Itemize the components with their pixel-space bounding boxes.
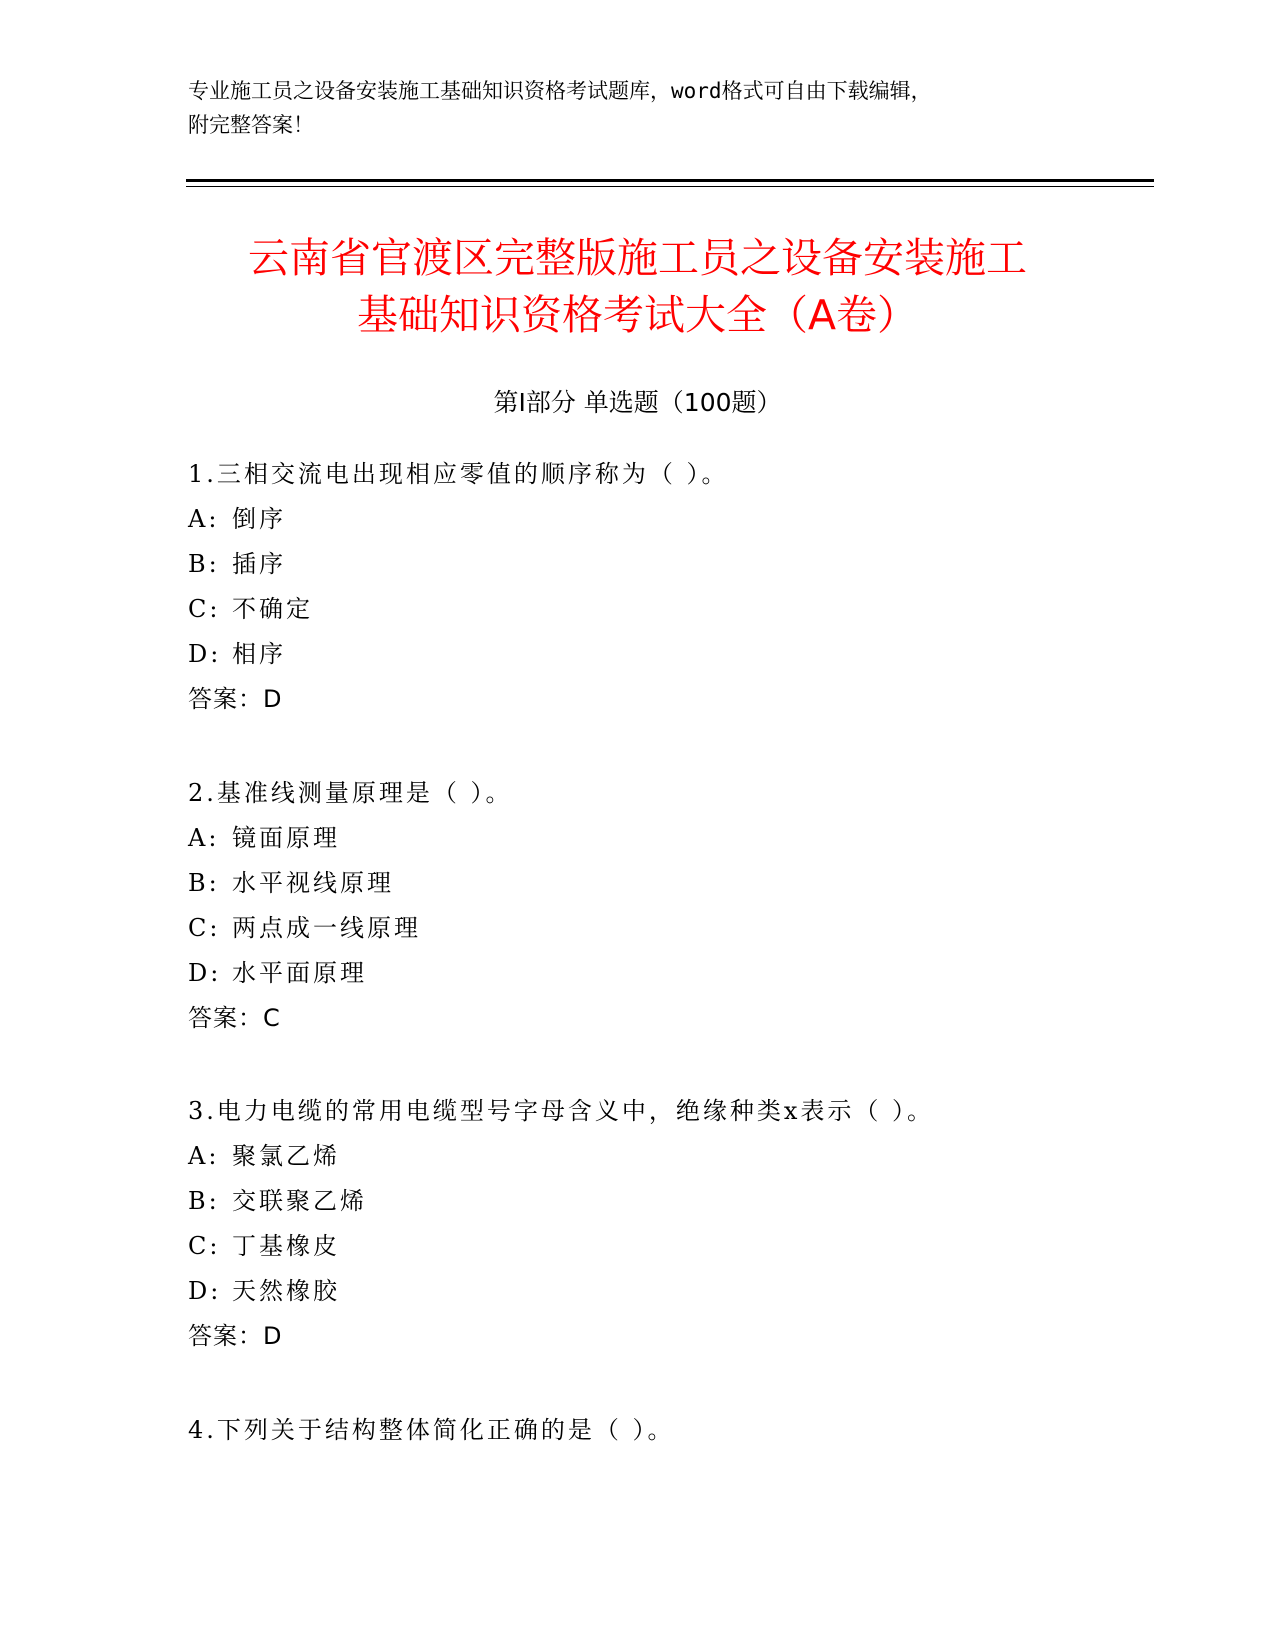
question-1 [188, 452, 729, 722]
option-text: 水平视线原理 [232, 869, 394, 897]
question-text: 4.下列关于结构整体简化正确的是（ ）。 [188, 1416, 675, 1444]
document-title-line-2: 基础知识资格考试大全（A卷） [356, 291, 919, 339]
question-text: 2.基准线测量原理是（ ）。 [188, 779, 513, 807]
option-text: 天然橡胶 [232, 1277, 340, 1305]
option-d [188, 1269, 934, 1314]
option-text: 交联聚乙烯 [232, 1187, 367, 1215]
option-text: 丁基橡皮 [232, 1232, 340, 1260]
option-key: D: [188, 1277, 222, 1305]
header-divider-thick [186, 179, 1154, 182]
option-a [188, 816, 513, 861]
option-key: A: [188, 824, 220, 852]
question-text: 3.电力电缆的常用电缆型号字母含义中，绝缘种类x表示（ ）。 [188, 1097, 935, 1125]
question-3 [188, 1089, 934, 1359]
option-key: B: [188, 550, 220, 578]
question-4 [188, 1408, 675, 1453]
answer-line: 答案：D [188, 685, 283, 713]
option-key: A: [188, 505, 220, 533]
question-text: 1.三相交流电出现相应零值的顺序称为（ ）。 [188, 460, 729, 488]
option-text: 插序 [232, 550, 286, 578]
option-text: 镜面原理 [232, 824, 340, 852]
option-b [188, 1179, 934, 1224]
header-note-line-1: 专业施工员之设备安装施工基础知识资格考试题库，word格式可自由下载编辑， [188, 79, 932, 103]
option-key: C: [188, 595, 221, 623]
option-text: 不确定 [232, 595, 313, 623]
option-c [188, 906, 513, 951]
option-b [188, 861, 513, 906]
header-note-line-2: 附完整答案！ [188, 113, 314, 137]
option-c [188, 587, 729, 632]
option-d [188, 632, 729, 677]
section-title: 第Ⅰ部分 单选题（100题） [493, 388, 782, 417]
option-key: D: [188, 640, 222, 668]
option-c [188, 1224, 934, 1269]
option-key: D: [188, 959, 222, 987]
option-key: B: [188, 1187, 220, 1215]
document-title-line-1: 云南省官渡区完整版施工员之设备安装施工 [248, 234, 1027, 282]
option-key: B: [188, 869, 220, 897]
option-a [188, 1134, 934, 1179]
option-d [188, 951, 513, 996]
header-note [188, 74, 1088, 142]
option-a [188, 497, 729, 542]
answer-line: 答案：C [188, 1004, 281, 1032]
option-key: A: [188, 1142, 220, 1170]
option-text: 水平面原理 [232, 959, 367, 987]
question-2 [188, 771, 513, 1041]
option-key: C: [188, 914, 221, 942]
header-divider-thin [186, 186, 1154, 187]
option-key: C: [188, 1232, 221, 1260]
document-title [0, 230, 1275, 344]
option-b [188, 542, 729, 587]
option-text: 聚氯乙烯 [232, 1142, 340, 1170]
answer-line: 答案：D [188, 1322, 283, 1350]
option-text: 两点成一线原理 [232, 914, 421, 942]
option-text: 相序 [232, 640, 286, 668]
option-text: 倒序 [232, 505, 286, 533]
